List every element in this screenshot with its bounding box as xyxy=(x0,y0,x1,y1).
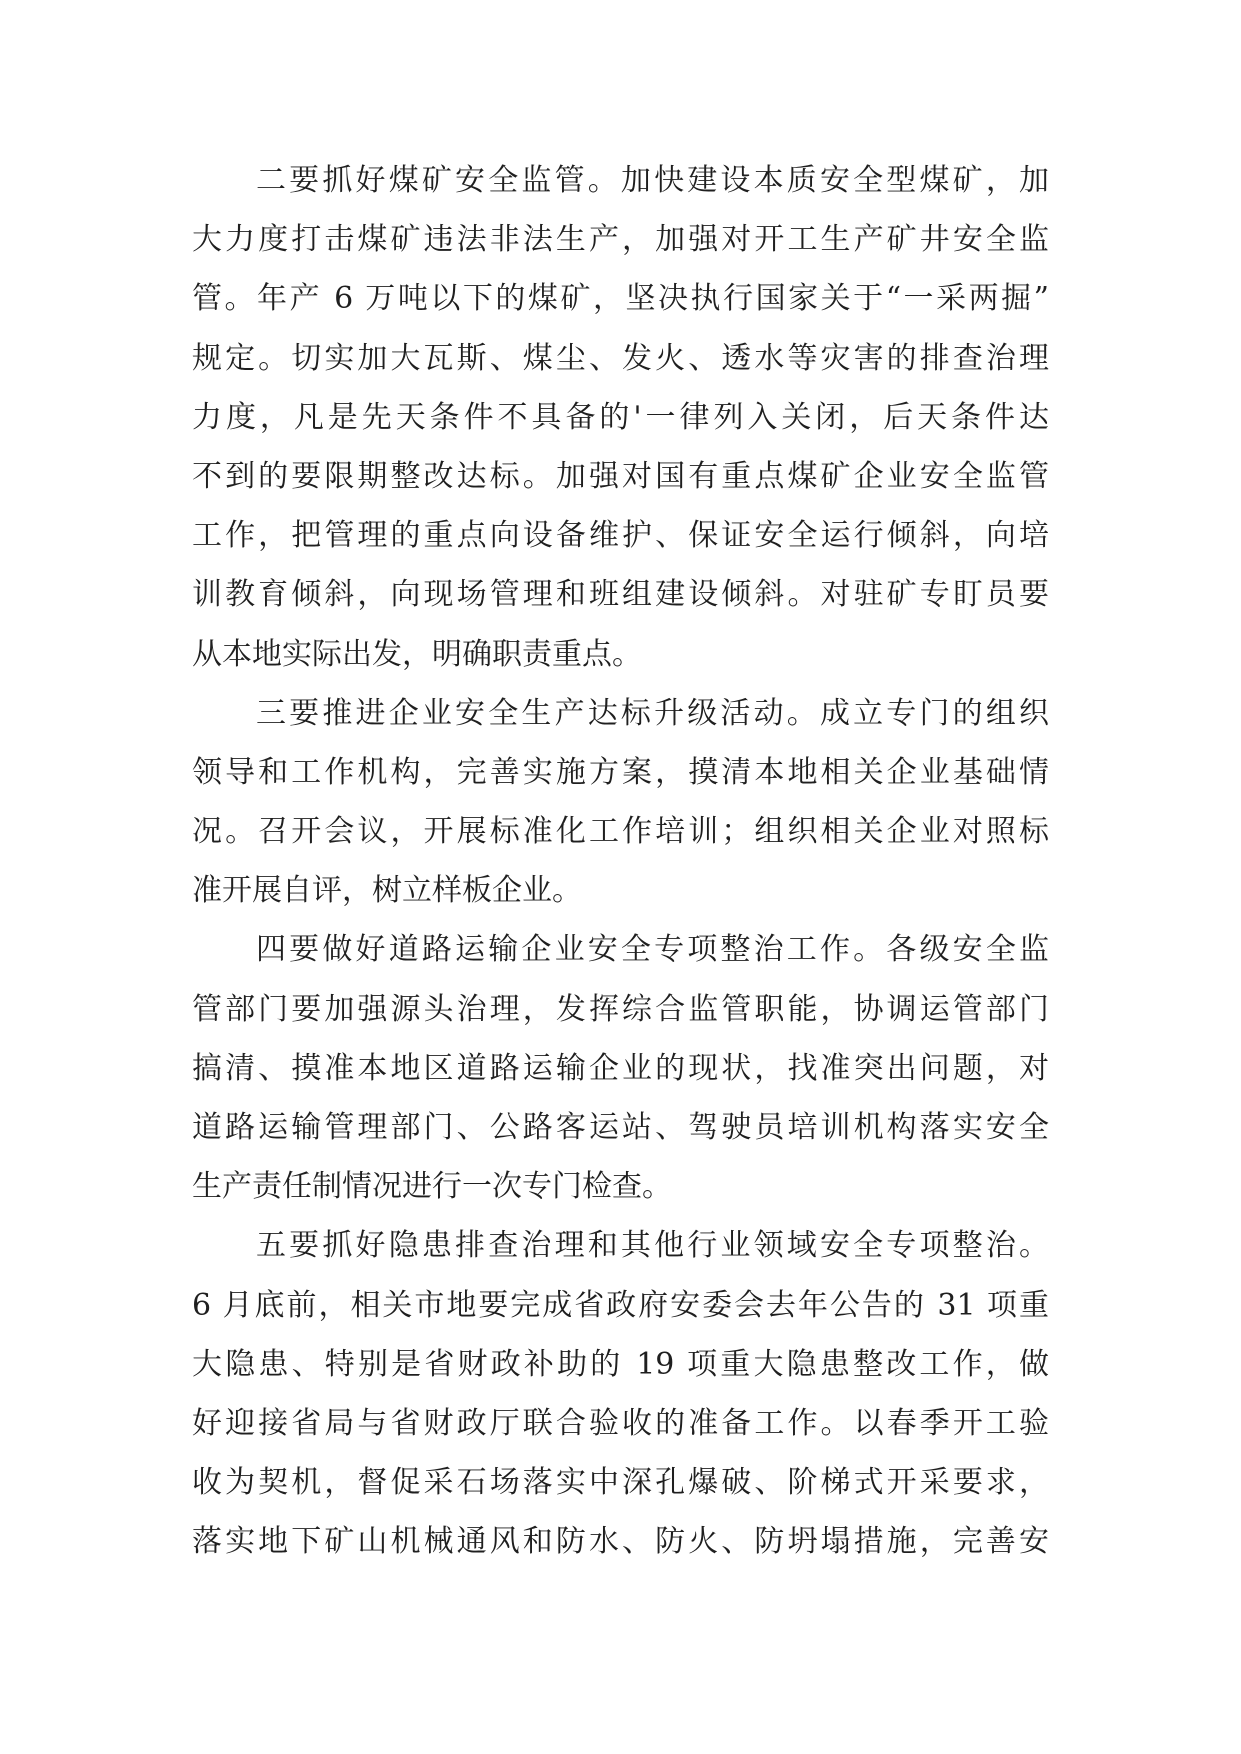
paragraph-line: 工作，把管理的重点向设备维护、保证安全运行倾斜，向培 xyxy=(192,518,1049,554)
paragraph-line: 收为契机，督促采石场落实中深孔爆破、阶梯式开采要求， xyxy=(192,1465,1049,1501)
paragraph-line: 五要抓好隐患排查治理和其他行业领域安全专项整治。 xyxy=(256,1228,1049,1264)
paragraph-line: 从本地实际出发，明确职责重点。 xyxy=(192,636,642,672)
paragraph-line: 好迎接省局与省财政厅联合验收的准备工作。以春季开工验 xyxy=(192,1405,1049,1441)
body-text xyxy=(192,151,1049,1572)
paragraph-line: 道路运输管理部门、公路客运站、驾驶员培训机构落实安全 xyxy=(192,1110,1049,1145)
paragraph-line: 准开展自评，树立样板企业。 xyxy=(192,873,582,909)
paragraph-line: 6 月底前，相关市地要完成省政府安委会去年公告的 31 项重 xyxy=(192,1287,1049,1323)
paragraph-line: 大力度打击煤矿违法非法生产，加强对开工生产矿井安全监 xyxy=(192,222,1049,258)
paragraph-line: 生产责任制情况进行一次专门检查。 xyxy=(192,1169,672,1205)
paragraph-line: 四要做好道路运输企业安全专项整治工作。各级安全监 xyxy=(256,932,1049,968)
paragraph-line: 管。年产 6 万吨以下的煤矿，坚决执行国家关于“一采两掘” xyxy=(192,281,1049,317)
paragraph-line: 不到的要限期整改达标。加强对国有重点煤矿企业安全监管 xyxy=(192,458,1049,494)
paragraph-line: 况。召开会议，开展标准化工作培训；组织相关企业对照标 xyxy=(192,814,1049,850)
paragraph-line: 搞清、摸准本地区道路运输企业的现状，找准突出问题，对 xyxy=(192,1050,1049,1086)
paragraph-line: 二要抓好煤矿安全监管。加快建设本质安全型煤矿，加 xyxy=(256,163,1049,198)
paragraph-line: 大隐患、特别是省财政补助的 19 项重大隐患整改工作，做 xyxy=(192,1346,1049,1382)
paragraph-line: 领导和工作机构，完善实施方案，摸清本地相关企业基础情 xyxy=(192,754,1049,790)
paragraph-line: 力度，凡是先天条件不具备的'一律列入关闭，后天条件达 xyxy=(192,399,1049,435)
paragraph-line: 三要推进企业安全生产达标升级活动。成立专门的组织 xyxy=(256,695,1049,731)
paragraph-line: 训教育倾斜，向现场管理和班组建设倾斜。对驻矿专盯员要 xyxy=(192,577,1049,613)
paragraph-line: 规定。切实加大瓦斯、煤尘、发火、透水等灾害的排查治理 xyxy=(192,340,1049,376)
paragraph-line: 管部门要加强源头治理，发挥综合监管职能，协调运管部门 xyxy=(192,991,1049,1027)
paragraph-line: 落实地下矿山机械通风和防水、防火、防坍塌措施，完善安 xyxy=(192,1524,1049,1560)
